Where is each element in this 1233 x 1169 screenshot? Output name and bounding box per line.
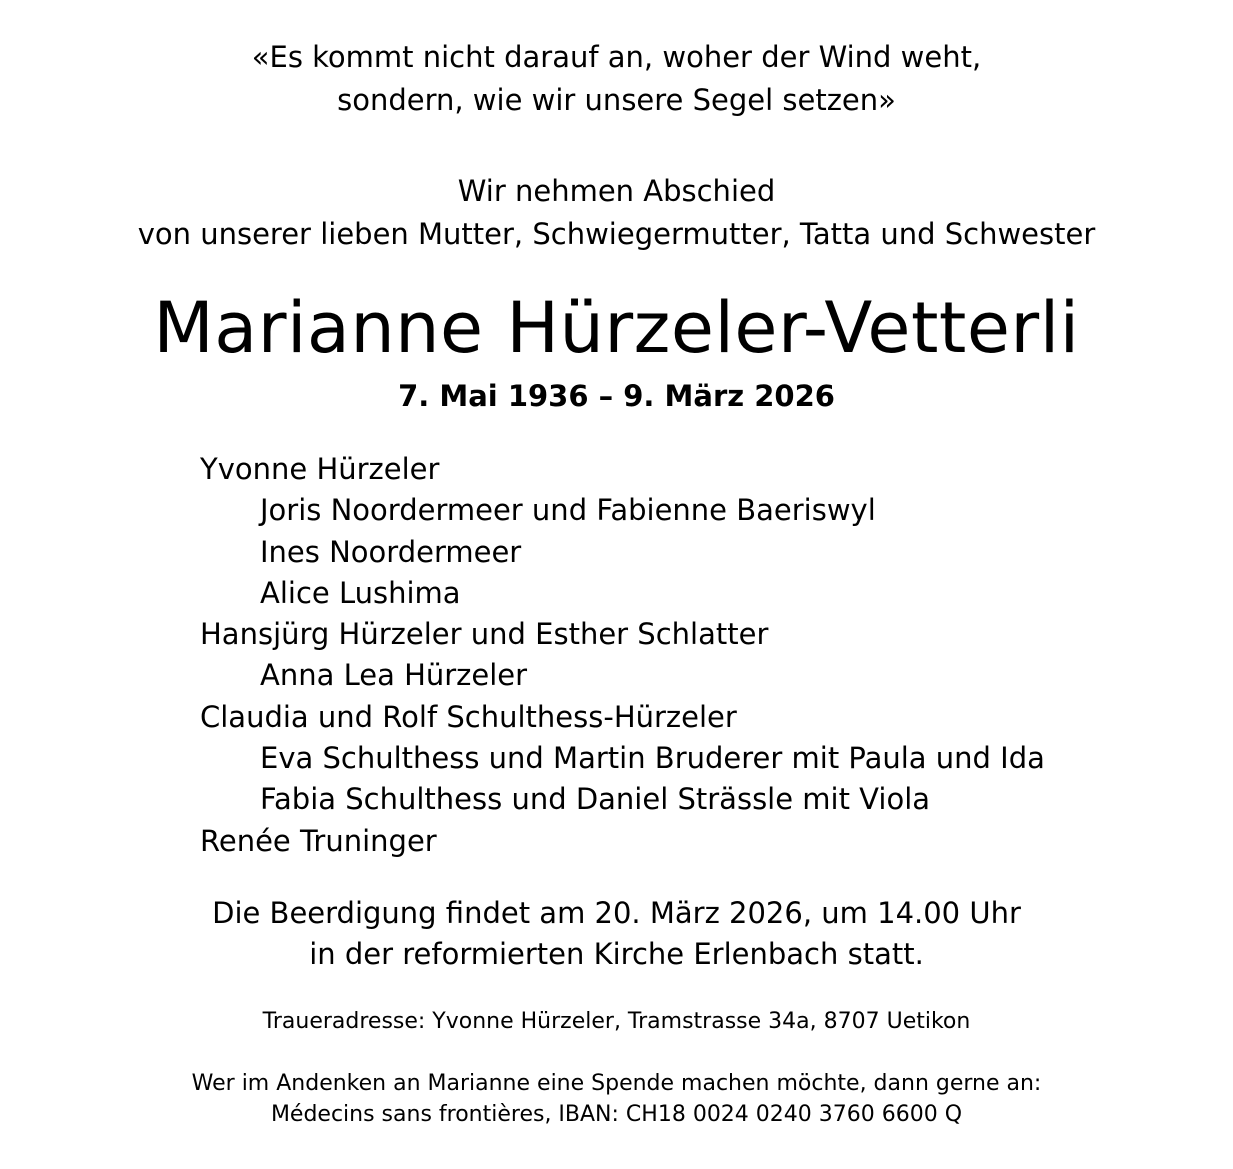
funeral-line-2: in der reformierten Kirche Erlenbach statt. — [309, 937, 924, 971]
intro-line-2: von unserer lieben Mutter, Schwiegermutter, Tatta und Schwester — [137, 217, 1096, 251]
family-member: Alice Lushima — [260, 575, 461, 610]
quote-line-2: sondern, wie wir unsere Segel setzen» — [337, 83, 896, 117]
family-member: Renée Truninger — [200, 823, 437, 858]
donation-info — [0, 1068, 1233, 1130]
funeral-line-1: Die Beerdigung findet am 20. März 2026, um 14.00 Uhr — [212, 896, 1021, 930]
farewell-intro — [0, 170, 1233, 256]
funeral-info — [0, 893, 1233, 975]
family-member: Claudia und Rolf Schulthess-Hürzeler — [200, 699, 737, 734]
quote — [0, 36, 1233, 122]
family-list — [200, 449, 1045, 862]
family-member: Eva Schulthess und Martin Bruderer mit Paula und Ida — [260, 741, 1045, 776]
donation-line-2: Médecins sans frontières, IBAN: CH18 0024 0240 3760 6600 Q — [270, 1102, 963, 1127]
family-member: Yvonne Hürzeler — [200, 452, 440, 486]
life-dates: 7. Mai 1936 – 9. März 2026 — [398, 379, 835, 413]
family-member: Joris Noordermeer und Fabienne Baeriswyl — [260, 493, 876, 528]
mourning-address: Traueradresse: Yvonne Hürzeler, Tramstrasse 34a, 8707 Uetikon — [262, 1009, 971, 1034]
family-member: Ines Noordermeer — [260, 534, 522, 569]
family-member: Fabia Schulthess und Daniel Strässle mit Viola — [260, 782, 931, 817]
deceased-name: Marianne Hürzeler-Vetterli — [153, 287, 1080, 369]
family-member: Hansjürg Hürzeler und Esther Schlatter — [200, 617, 769, 652]
family-member: Anna Lea Hürzeler — [260, 658, 528, 693]
quote-line-1: «Es kommt nicht darauf an, woher der Wind weht, — [251, 40, 982, 74]
donation-line-1: Wer im Andenken an Marianne eine Spende machen möchte, dann gerne an: — [191, 1071, 1042, 1096]
intro-line-1: Wir nehmen Abschied — [457, 174, 776, 208]
